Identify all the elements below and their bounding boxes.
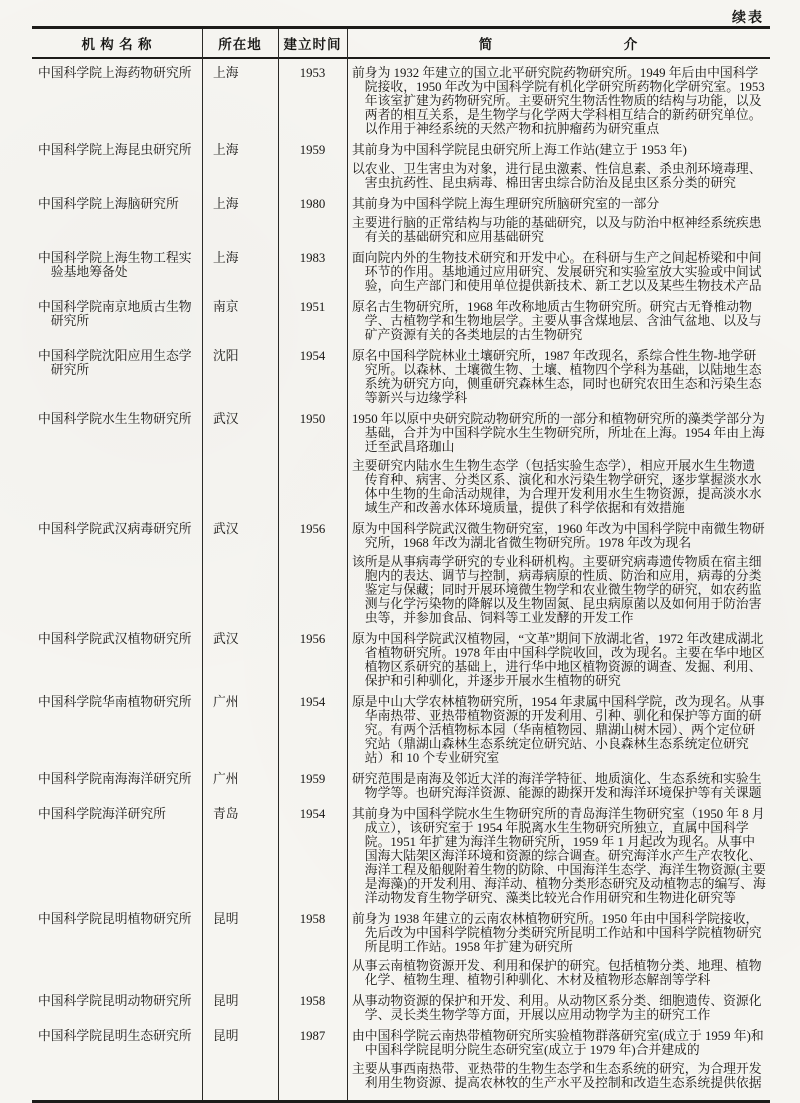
institute-location: 上海 [213, 197, 239, 211]
institute-intro [347, 912, 770, 987]
institute-intro [347, 695, 770, 765]
institute-intro [347, 522, 770, 625]
institute-name: 中国科学院水生生物研究所 [38, 412, 192, 426]
intro-paragraph: 原是中山大学农林植物研究所，1954 年隶属中国科学院，改为现名。从事华南热带、亚热带植物资源的开发利用、引种、驯化和保护等方面的研究。有两个活植物标本园（华南植物园、鼎湖山树木园）、两个定位研究站（鼎湖山森林生态系统定位研究站、小良森林生态系统定位研究站）和 10 个专业研究室 [352, 695, 765, 765]
institute-name: 中国科学院武汉植物研究所 [38, 632, 192, 646]
column-header-intro: 简 介 [478, 37, 639, 52]
intro-paragraph: 从事动物资源的保护和开发、利用。从动物区系分类、细胞遗传、资源化学、灵长类生物学等方面，开展以应用动物学为主的研究工作 [352, 994, 762, 1022]
institute-location: 上海 [213, 66, 239, 80]
table-row [32, 769, 770, 804]
table-row [32, 297, 770, 346]
column-header-year: 建立时间 [283, 37, 342, 52]
intro-paragraph: 原为中国科学院武汉植物园，“文革”期间下放湖北省，1972 年改建成湖北省植物研究所。1978 年由中国科学院收回，改为现名。主要在华中地区植物区系研究的基础上，进行华中地区植物资源的调查、发掘、利用、保护和引种驯化，并逐步开展水生植物的研究 [352, 632, 765, 688]
intro-paragraph: 前身为 1932 年建立的国立北平研究院药物研究所。1949 年后由中国科学院接收，1950 年改为中国科学院有机化学研究所药物化学研究室。1953 年该室扩建为药物研究所。主要研究生物活性物质的结构与功能，以及两者的相互关系，是生物学与化学两大学科相互结合的新药研究单位。以作用于神经系统的天然产物和抗肿瘤药为研究重点 [352, 66, 765, 136]
institute-intro [347, 251, 770, 293]
intro-paragraph: 其前身为中国科学院昆虫研究所上海工作站(建立于 1953 年) [352, 143, 687, 157]
table-row [32, 194, 770, 248]
table-body [32, 59, 770, 1100]
institute-location: 昆明 [213, 912, 239, 926]
continued-table-label: 续表 [732, 11, 764, 26]
intro-paragraph: 以农业、卫生害虫为对象，进行昆虫激素、性信息素、杀虫剂环境毒理、害虫抗药性、昆虫病毒、棉田害虫综合防治及昆虫区系分类的研究 [352, 162, 762, 190]
intro-paragraph: 前身为 1938 年建立的云南农林植物研究所。1950 年由中国科学院接收，先后改为中国科学院植物分类研究所昆明工作站和中国科学院植物研究所昆明工作站。1958 年扩建为研究所 [352, 912, 762, 954]
institute-location: 武汉 [213, 412, 239, 426]
institute-location: 沈阳 [213, 349, 239, 363]
institute-founding-year: 1954 [299, 695, 326, 709]
institute-founding-year: 1959 [299, 143, 326, 157]
institute-founding-year: 1954 [299, 349, 326, 363]
institute-founding-year: 1951 [299, 300, 326, 314]
table-row [32, 63, 770, 140]
table-row [32, 409, 770, 519]
institute-founding-year: 1958 [299, 912, 326, 926]
institute-name: 中国科学院昆明植物研究所 [38, 912, 192, 926]
column-rule-2 [278, 29, 279, 1100]
institute-location: 武汉 [213, 632, 239, 646]
column-rule-3 [347, 29, 348, 1100]
intro-paragraph: 由中国科学院云南热带植物研究所实验植物群落研究室(成立于 1959 年)和中国科学院昆明分院生态研究室(成立于 1979 年)合并建成的 [352, 1029, 764, 1057]
table-row [32, 909, 770, 991]
table-row [32, 519, 770, 629]
intro-paragraph: 主要从事西南热带、亚热带的生物生态学和生态系统的研究，为合理开发利用生物资源、提高农林牧的生产水平及控制和改造生态系统提供依据 [352, 1062, 762, 1090]
institute-location: 广州 [213, 772, 239, 786]
table-row [32, 248, 770, 297]
institute-intro [347, 197, 770, 244]
institute-location: 青岛 [213, 807, 239, 821]
intro-paragraph: 从事云南植物资源开发、利用和保护的研究。包括植物分类、地理、植物化学、植物生理、植物引种驯化、木材及植物形态解剖等学科 [352, 959, 762, 987]
institute-location: 南京 [213, 300, 239, 314]
intro-paragraph: 该所是从事病毒学研究的专业科研机构。主要研究病毒遗传物质在宿主细胞内的表达、调节与控制，病毒病原的性质、防治和应用，病毒的分类鉴定与保藏；同时开展环境微生物学和农业微生物学的研究，如农药监测与化学污染物的降解以及生物固氮、昆虫病原菌以及如何用于防治害虫等，并参加食品、饲料等工业发酵的开发工作 [352, 555, 762, 625]
institute-location: 广州 [213, 695, 239, 709]
institute-founding-year: 1950 [299, 412, 326, 426]
intro-paragraph: 研究范围是南海及邻近大洋的海洋学特征、地质演化、生态系统和实验生物学等。也研究海洋资源、能源的勘探开发和海洋环境保护等有关课题 [352, 772, 762, 800]
institute-location: 武汉 [213, 522, 239, 536]
institute-founding-year: 1953 [299, 66, 326, 80]
institute-founding-year: 1954 [299, 807, 326, 821]
intro-paragraph: 1950 年以原中央研究院动物研究所的一部分和植物研究所的藻类学部分为基础，合并为中国科学院水生生物研究所，所址在上海。1954 年由上海迁至武昌珞珈山 [352, 412, 765, 454]
institute-founding-year: 1983 [299, 251, 326, 265]
column-rule-1 [202, 29, 203, 1100]
institute-location: 昆明 [213, 994, 239, 1008]
table-row [32, 346, 770, 409]
institute-name: 中国科学院华南植物研究所 [38, 695, 192, 709]
intro-paragraph: 主要研究内陆水生生物生态学（包括实验生态学），相应开展水生生物遗传育种、病害、分类区系、演化和水污染生物学研究，逐步掌握淡水水体中生物的生命活动规律，为合理开发利用水生生物资源，提高淡水水域生产和改善水体环境质量，提供了科学依据和有效措施 [352, 459, 762, 515]
institute-name: 中国科学院武汉病毒研究所 [38, 522, 192, 536]
institute-founding-year: 1958 [299, 994, 326, 1008]
column-header-name: 机 构 名 称 [81, 37, 153, 52]
intro-paragraph: 其前身为中国科学院水生生物研究所的青岛海洋生物研究室（1950 年 8 月成立），该研究室于 1954 年脱离水生生物研究所独立，直属中国科学院。1951 年扩建为海洋生物研究所，1959 年 1 月起改为现名。从事中国海大陆架区海洋环境和资源的综合调查。研究海洋水产生产农牧化、海洋工程及船舰附着生物的防除、中国海洋生态学、海洋生物资源(主要是海藻)的开发利用、海洋动、植物分类形态研究及动植物志的编写、海洋动物发育生物学研究、藻类比较光合作用研究和生物进化研究等 [352, 807, 766, 905]
institute-name: 中国科学院海洋研究所 [38, 807, 166, 821]
institute-intro [347, 143, 770, 190]
institute-name: 中国科学院昆明生态研究所 [38, 1029, 192, 1043]
institute-intro [347, 412, 770, 515]
institute-intro [347, 300, 770, 342]
table-row [32, 804, 770, 909]
institute-intro [347, 66, 770, 136]
institute-intro [347, 1029, 770, 1090]
institute-intro [347, 994, 770, 1022]
institute-founding-year: 1987 [299, 1029, 326, 1043]
institute-intro [347, 772, 770, 800]
institute-founding-year: 1959 [299, 772, 326, 786]
table-row [32, 629, 770, 692]
institute-name: 中国科学院昆明动物研究所 [38, 994, 192, 1008]
institute-name: 中国科学院沈阳应用生态学研究所 [38, 349, 192, 377]
institutes-table [32, 26, 770, 1103]
intro-paragraph: 面向院内外的生物技术研究和开发中心。在科研与生产之间起桥梁和中间环节的作用。基地通过应用研究、发展研究和实验室放大实验或中间试验，向生产部门和使用单位提供新技术、新工艺以及某些生物技术产品 [352, 251, 762, 293]
table-row [32, 692, 770, 769]
institute-name: 中国科学院南京地质古生物研究所 [38, 300, 192, 328]
intro-paragraph: 原名中国科学院林业土壤研究所，1987 年改现名，系综合性生物-地学研究所。以森林、土壤微生物、土壤、植物四个学科为基础，以陆地生态系统为研究方向，侧重研究森林生态，同时也研究农田生态和污染生态等新兴与边缘学科 [352, 349, 762, 405]
institute-founding-year: 1980 [299, 197, 326, 211]
institute-founding-year: 1956 [299, 632, 326, 646]
institute-location: 上海 [213, 143, 239, 157]
table-row [32, 140, 770, 194]
institute-location: 上海 [213, 251, 239, 265]
institute-name: 中国科学院上海药物研究所 [38, 66, 192, 80]
institute-name: 中国科学院上海昆虫研究所 [38, 143, 192, 157]
institute-name: 中国科学院上海脑研究所 [38, 197, 179, 211]
institute-intro [347, 807, 770, 905]
institute-intro [347, 632, 770, 688]
intro-paragraph: 主要进行脑的正常结构与功能的基础研究，以及与防治中枢神经系统疾患有关的基础研究和应用基础研究 [352, 216, 762, 244]
table-row [32, 991, 770, 1026]
intro-paragraph: 其前身为中国科学院上海生理研究所脑研究室的一部分 [352, 197, 660, 211]
intro-paragraph: 原名古生物研究所，1968 年改称地质古生物研究所。研究古无脊椎动物学、古植物学和生物地层学。主要从事含煤地层、含油气盆地、以及与矿产资源有关的各类地层的古生物研究 [352, 300, 762, 342]
institute-location: 昆明 [213, 1029, 239, 1043]
institute-name: 中国科学院上海生物工程实验基地筹备处 [38, 251, 192, 279]
intro-paragraph: 原为中国科学院武汉微生物研究室，1960 年改为中国科学院中南微生物研究所，1968 年改为湖北省微生物研究所。1978 年改为现名 [352, 522, 765, 550]
institute-name: 中国科学院南海海洋研究所 [38, 772, 192, 786]
institute-intro [347, 349, 770, 405]
institute-founding-year: 1956 [299, 522, 326, 536]
table-header-row [32, 29, 770, 59]
column-header-location: 所在地 [218, 37, 262, 52]
